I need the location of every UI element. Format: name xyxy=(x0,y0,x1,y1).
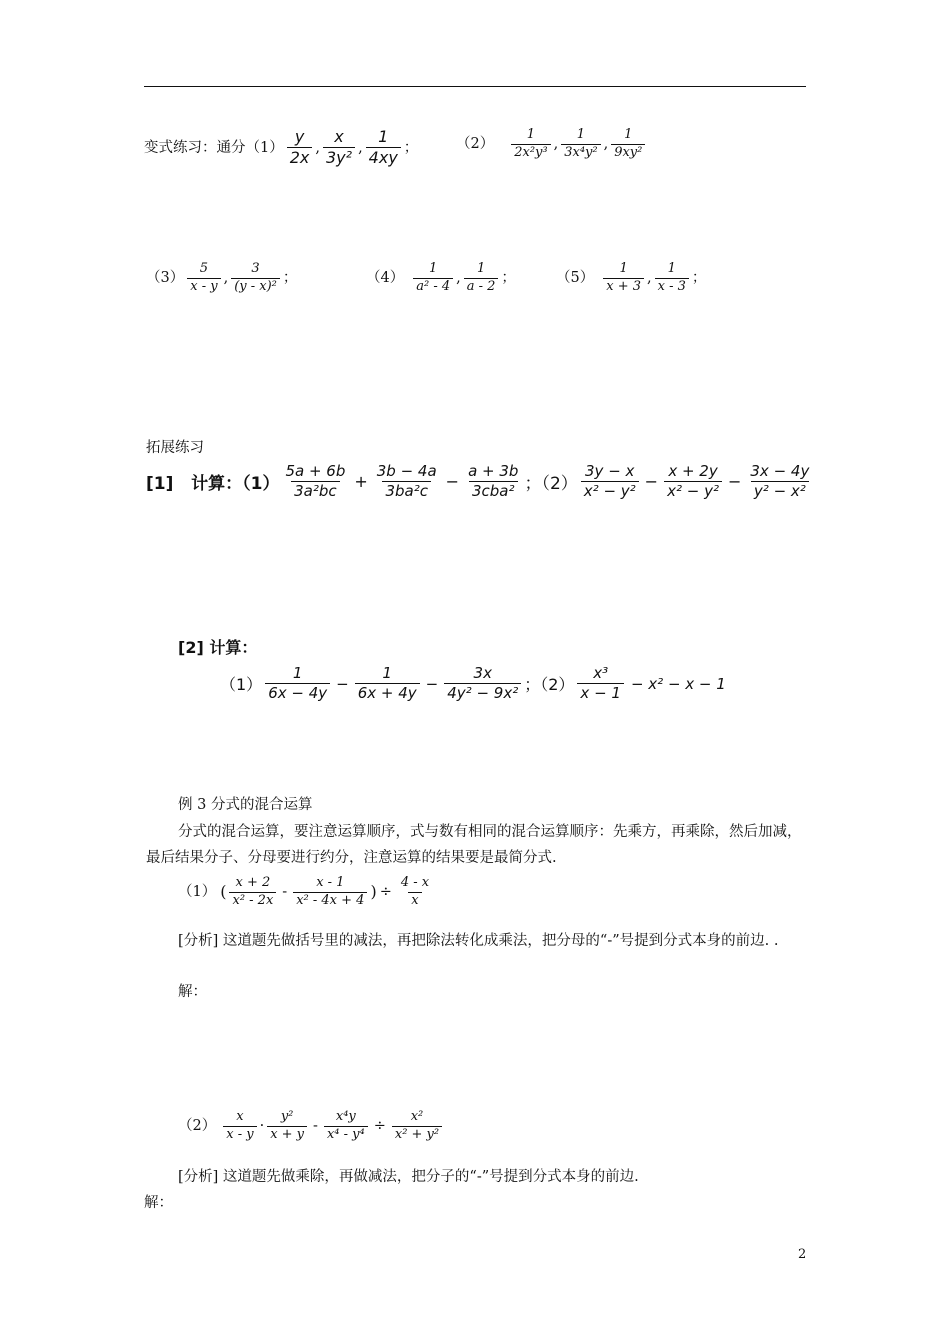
fraction: $\frac{3x - 4y}{\text{y² − x²}}$ xyxy=(750,462,810,501)
fraction: $\frac{x}{x - y}$ xyxy=(223,1110,256,1143)
extension-q2: （1） $\frac{1}{6x - 4y}$ − $\frac{1}{6x + 4y}$ − $\frac{3x}{\text{4y² − 9x²}}$ ；（2） $\frac{\text{x³}}{x - 1}$ − x² − x − 1 xyxy=(220,664,726,703)
fraction: $\frac{y}{2x}$ xyxy=(287,128,313,168)
fraction: $\frac{1}{\text{a² - 4}}$ xyxy=(413,262,453,295)
fraction: $\frac{3y - x}{\text{x² − y²}}$ xyxy=(581,463,639,501)
variant-row-1: 变式练习：通分（1） $\frac{y}{2x}$ , $\frac{x}{\text{3y²}}$ , $\frac{1}{4xy}$ ； xyxy=(144,127,419,168)
variant-item-4: （4） $\frac{1}{\text{a² - 4}}$ , $\frac{1}{a - 2}$ ； xyxy=(366,261,516,294)
fraction: $\frac{1}{4xy}$ xyxy=(366,128,401,168)
fraction: $\frac{3b - 4a}{\text{3ba²c}}$ xyxy=(376,462,437,501)
fraction: $\frac{5}{x - y}$ xyxy=(187,262,220,295)
example3-intro: 分式的混合运算，要注意运算顺序，式与数有相同的混合运算顺序：先乘方，再乘除，然后加减，最后结果分子、分母要进行约分，注意运算的结果要是最简分式. xyxy=(146,824,802,866)
fraction: $\frac{1}{\text{2x²y³}}$ xyxy=(511,128,550,161)
fraction: $\frac{\text{y²}}{x + y}$ xyxy=(267,1110,307,1143)
extension-q2-label: [2] 计算： xyxy=(178,638,258,657)
variant-item-5: （5） $\frac{1}{x + 3}$ , $\frac{1}{x - 3}$ ； xyxy=(556,261,707,294)
variant-item-3: （3） $\frac{5}{x - y}$ , $\frac{3}{\text{(y - x)²}}$ ； xyxy=(146,261,298,294)
fraction: $\frac{x + 2}{\text{x² - 2x}}$ xyxy=(229,876,276,909)
fraction: $\frac{x + 2y}{\text{x² − y²}}$ xyxy=(664,463,722,501)
example3-title: 例 3 分式的混合运算 xyxy=(178,797,313,813)
header-rule xyxy=(144,86,806,87)
example3-problem-1: （1） ( $\frac{x + 2}{\text{x² - 2x}}$ - $\frac{x - 1}{\text{x² - 4x + 4}}$ ) ÷ $\frac{4 - x}{x}$ xyxy=(178,876,435,909)
fraction: $\frac{1}{6x - 4y}$ xyxy=(265,665,330,703)
variant-label: 变式练习：通分（1） xyxy=(144,139,284,156)
fraction: $\frac{x - 1}{\text{x² - 4x + 4}}$ xyxy=(293,876,367,909)
example3-solve-2: 解： xyxy=(144,1195,173,1211)
fraction: $\frac{x}{\text{3y²}}$ xyxy=(323,128,355,168)
fraction: $\frac{1}{x + 3}$ xyxy=(603,262,644,295)
fraction: $\frac{1}{a - 2}$ xyxy=(464,262,499,295)
fraction: $\frac{\text{x⁴y}}{\text{x⁴ - y⁴}}$ xyxy=(324,1110,368,1143)
extension-q1: [1] 计算：（1） $\frac{5a + 6b}{\text{3a²bc}}$ + $\frac{3b - 4a}{\text{3ba²c}}$ − $\frac{a + 3b}{\text{3cba²}}$ ；（2） $\frac{3y - x}{\text{x² − y²}}$ − $\frac{x + 2y}{\text{x² − y²}}$ − $\frac{3x - 4y}{\text{y² − x²}}$ xyxy=(146,463,815,501)
fraction: $\frac{\text{x³}}{x - 1}$ xyxy=(577,665,624,703)
example3-analysis-1: [分析] 这道题先做括号里的减法，再把除法转化成乘法，把分母的“-”号提到分式本身的前边. . xyxy=(178,933,779,949)
example3-solve-1: 解： xyxy=(178,984,207,1000)
fraction: $\frac{1}{\text{9xy²}}$ xyxy=(611,128,645,161)
fraction: $\frac{1}{x - 3}$ xyxy=(655,262,689,295)
extension-title: 拓展练习 xyxy=(146,440,204,456)
variant-item-2: （2） $\frac{1}{\text{2x²y³}}$ , $\frac{1}{\text{3x⁴y²}}$ , $\frac{1}{\text{9xy²}}$ xyxy=(456,128,648,161)
page-number: 2 xyxy=(798,1247,807,1262)
example3-problem-2: （2） $\frac{x}{x - y}$ · $\frac{\text{y²}}{x + y}$ - $\frac{\text{x⁴y}}{\text{x⁴ - y⁴}}$ ÷ $\frac{\text{x²}}{\text{x² + y²}}$ xyxy=(178,1110,445,1143)
fraction: $\frac{a + 3b}{\text{3cba²}}$ xyxy=(468,462,519,501)
fraction: $\frac{3x}{\text{4y² − 9x²}}$ xyxy=(444,665,521,703)
fraction: $\frac{1}{\text{3x⁴y²}}$ xyxy=(561,128,600,161)
fraction: $\frac{1}{6x + 4y}$ xyxy=(355,665,420,703)
example3-analysis-2: [分析] 这道题先做乘除，再做减法，把分子的“-”号提到分式本身的前边. xyxy=(178,1169,639,1185)
fraction: $\frac{4 - x}{x}$ xyxy=(400,875,430,908)
fraction: $\frac{3}{\text{(y - x)²}}$ xyxy=(231,262,280,295)
fraction: $\frac{5a + 6b}{\text{3a²bc}}$ xyxy=(285,462,346,501)
fraction: $\frac{\text{x²}}{\text{x² + y²}}$ xyxy=(392,1110,442,1143)
